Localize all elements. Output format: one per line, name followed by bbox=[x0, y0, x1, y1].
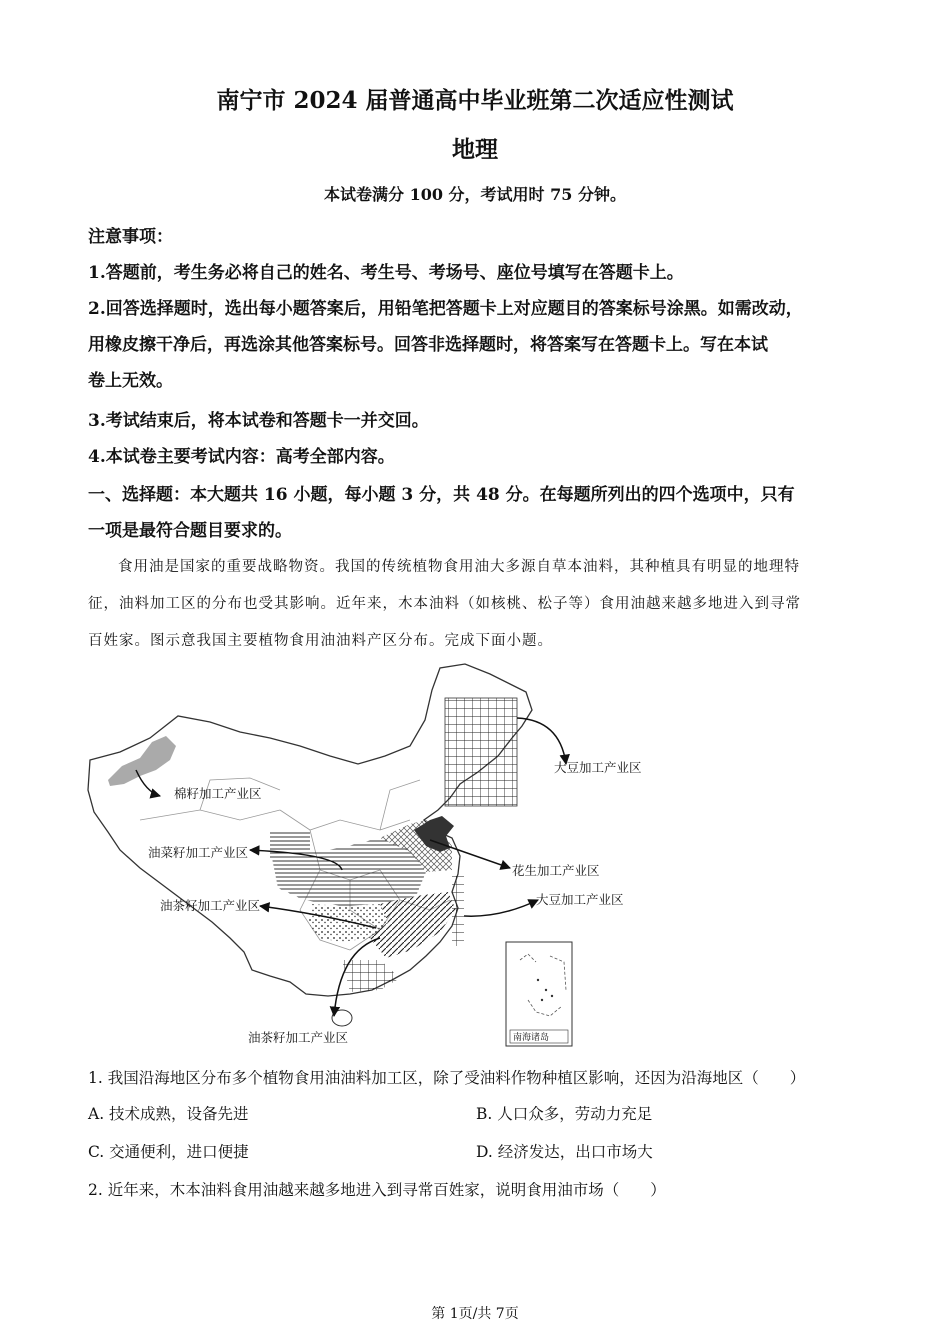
section-heading-cont: 一项是最符合题目要求的。 bbox=[88, 521, 292, 541]
intro-line: 百姓家。图示意我国主要植物食用油油料产区分布。完成下面小题。 bbox=[88, 633, 553, 649]
soy-north-arrow bbox=[517, 718, 566, 764]
soy-east-region bbox=[452, 876, 464, 946]
label-rapeseed: 油菜籽加工产业区 bbox=[148, 845, 249, 860]
question-2-stem: 2. 近年来，木本油料食用油越来越多地进入到寻常百姓家，说明食用油市场（ ） bbox=[88, 1181, 666, 1199]
subject-title: 地理 bbox=[452, 136, 498, 163]
note-item: 1.答题前，考生务必将自己的姓名、考生号、考场号、座位号填写在答题卡上。 bbox=[88, 263, 684, 283]
soy-north-region bbox=[445, 698, 517, 806]
label-camellia-south: 油茶籽加工产业区 bbox=[248, 1030, 349, 1045]
q1-option-d[interactable]: D. 经济发达，出口市场大 bbox=[476, 1143, 653, 1161]
note-item: 2.回答选择题时，选出每小题答案后，用铅笔把答题卡上对应题目的答案标号涂黑。如需改动， bbox=[88, 299, 803, 319]
soy-east-arrow bbox=[464, 900, 538, 916]
exam-title: 南宁市 2024 届普通高中毕业班第二次适应性测试 bbox=[216, 87, 734, 114]
note-item: 用橡皮擦干净后，再选涂其他答案标号。回答非选择题时，将答案写在答题卡上。写在本试 bbox=[88, 335, 768, 355]
q1-option-a[interactable]: A. 技术成熟，设备先进 bbox=[88, 1105, 249, 1123]
label-soy-east: 大豆加工产业区 bbox=[536, 892, 624, 907]
question-1-stem: 1. 我国沿海地区分布多个植物食用油油料加工区，除了受油料作物种植区影响，还因为沿海地区（ ） bbox=[88, 1069, 806, 1087]
label-camellia-west: 油茶籽加工产业区 bbox=[160, 898, 261, 913]
note-item: 4.本试卷主要考试内容：高考全部内容。 bbox=[88, 447, 395, 467]
score-info: 本试卷满分 100 分，考试用时 75 分钟。 bbox=[324, 185, 626, 204]
note-item: 卷上无效。 bbox=[88, 371, 173, 391]
label-soy-north: 大豆加工产业区 bbox=[554, 760, 642, 775]
label-peanut: 花生加工产业区 bbox=[512, 863, 600, 878]
q1-option-c[interactable]: C. 交通便利，进口便捷 bbox=[88, 1143, 249, 1161]
q1-option-b[interactable]: B. 人口众多，劳动力充足 bbox=[476, 1105, 653, 1123]
south-sea-inset bbox=[506, 942, 572, 1046]
note-item: 3.考试结束后，将本试卷和答题卡一并交回。 bbox=[88, 411, 429, 431]
intro-line: 征，油料加工区的分布也受其影响。近年来，木本油料（如核桃、松子等）食用油越来越多地进入到寻常 bbox=[88, 596, 801, 612]
label-cotton: 棉籽加工产业区 bbox=[174, 786, 262, 801]
intro-line: 食用油是国家的重要战略物资。我国的传统植物食用油大多源自草本油料，其种植具有明显的地理特 bbox=[118, 559, 800, 575]
rapeseed-region-west bbox=[270, 830, 310, 860]
label-inset: 南海诸岛 bbox=[513, 1033, 550, 1043]
page-footer: 第 1页/共 7页 bbox=[431, 1306, 519, 1322]
oil-region-map bbox=[80, 660, 680, 1050]
section-heading: 一、选择题：本大题共 16 小题，每小题 3 分，共 48 分。在每题所列出的四个选项中，只有 bbox=[88, 485, 795, 505]
notes-heading: 注意事项： bbox=[88, 227, 173, 247]
